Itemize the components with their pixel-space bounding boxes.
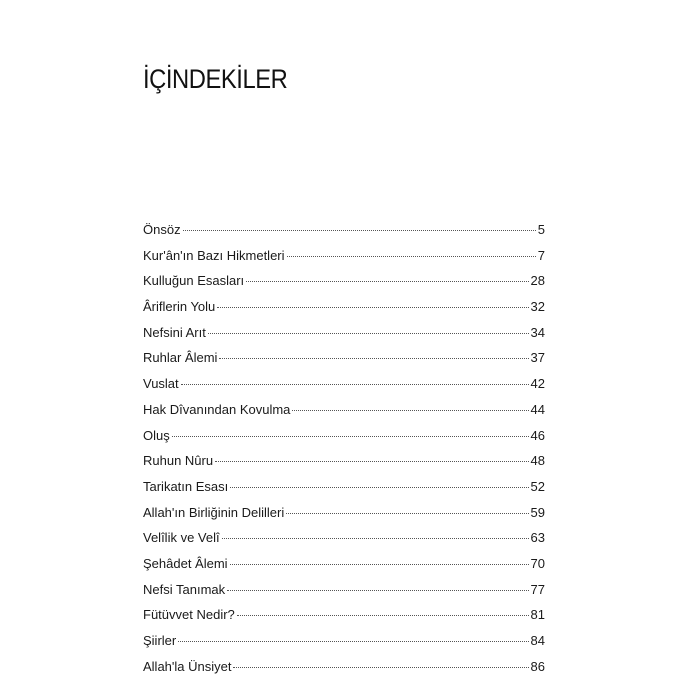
page-title: İÇİNDEKİLER (143, 64, 288, 94)
toc-entry-title: Fütüvvet Nedir? (143, 607, 235, 623)
dot-leader (181, 384, 529, 385)
toc-entry-title: Ruhlar Âlemi (143, 350, 218, 366)
toc-entry-page: 59 (530, 504, 545, 520)
toc-entry-page: 46 (530, 427, 545, 443)
dot-leader (222, 538, 529, 539)
dot-leader (208, 333, 529, 334)
toc-entry[interactable] (143, 248, 545, 274)
dot-leader (286, 513, 528, 514)
dot-leader (230, 487, 528, 488)
toc-entry-title: Hak Dîvanından Kovulma (143, 401, 291, 417)
dot-leader (217, 307, 528, 308)
toc-entry-page: 63 (530, 530, 545, 546)
dot-leader (246, 281, 528, 282)
toc-entry[interactable] (143, 453, 545, 479)
toc-entry-page: 48 (530, 453, 545, 469)
toc-entry-title: Şiirler (143, 633, 177, 648)
toc-entry-page: 32 (530, 299, 545, 315)
toc-entry[interactable] (143, 556, 545, 582)
dot-leader (172, 436, 529, 437)
dot-leader (287, 256, 536, 257)
dot-leader (215, 461, 528, 462)
toc-entry-title: Şehâdet Âlemi (143, 555, 228, 571)
dot-leader (237, 615, 529, 616)
table-of-contents (143, 222, 545, 684)
dot-leader (233, 667, 528, 668)
toc-entry[interactable] (143, 376, 545, 402)
toc-entry-title: Velîlik ve Velî (143, 530, 220, 546)
dot-leader (183, 230, 536, 231)
toc-entry-title: Vuslat (143, 376, 179, 392)
toc-entry[interactable] (143, 325, 545, 351)
toc-entry-title: Oluş (143, 427, 170, 443)
toc-entry-page: 42 (530, 376, 545, 392)
toc-entry-title: Allah'ın Birliğinin Delilleri (143, 504, 285, 520)
toc-entry[interactable] (143, 633, 545, 659)
toc-entry[interactable] (143, 659, 545, 685)
toc-entry[interactable] (143, 350, 545, 376)
dot-leader (292, 410, 528, 411)
dot-leader (227, 590, 528, 591)
toc-entry-page: 34 (530, 324, 545, 340)
toc-entry-title: Âriflerin Yolu (143, 299, 216, 315)
toc-entry[interactable] (143, 222, 545, 248)
toc-entry-title: Allah'la Ünsiyet (143, 658, 232, 674)
toc-entry[interactable] (143, 582, 545, 608)
toc-entry-title: Kur'ân'ın Bazı Hikmetleri (143, 247, 285, 263)
toc-entry-page: 81 (530, 607, 545, 623)
toc-entry-page: 7 (537, 247, 545, 263)
toc-entry[interactable] (143, 402, 545, 428)
dot-leader (230, 564, 529, 565)
toc-entry-page: 5 (537, 222, 545, 237)
toc-entry-page: 28 (530, 273, 545, 289)
toc-entry-page: 77 (530, 581, 545, 597)
toc-entry-title: Önsöz (143, 222, 181, 237)
toc-entry-title: Nefsi Tanımak (143, 581, 226, 597)
toc-entry[interactable] (143, 273, 545, 299)
toc-entry[interactable] (143, 505, 545, 531)
toc-entry-page: 84 (530, 633, 545, 648)
toc-entry-page: 44 (530, 401, 545, 417)
toc-entry[interactable] (143, 530, 545, 556)
toc-entry-title: Tarikatın Esası (143, 478, 229, 494)
dot-leader (178, 641, 528, 642)
toc-entry-page: 52 (530, 478, 545, 494)
toc-entry-title: Ruhun Nûru (143, 453, 214, 469)
toc-entry[interactable] (143, 607, 545, 633)
toc-entry[interactable] (143, 299, 545, 325)
toc-entry-title: Kulluğun Esasları (143, 273, 245, 289)
toc-entry-page: 86 (530, 658, 545, 674)
toc-entry-title: Nefsini Arıt (143, 324, 206, 340)
toc-entry-page: 70 (530, 555, 545, 571)
toc-entry-page: 37 (530, 350, 545, 366)
toc-entry[interactable] (143, 479, 545, 505)
dot-leader (219, 358, 528, 359)
toc-entry[interactable] (143, 428, 545, 454)
